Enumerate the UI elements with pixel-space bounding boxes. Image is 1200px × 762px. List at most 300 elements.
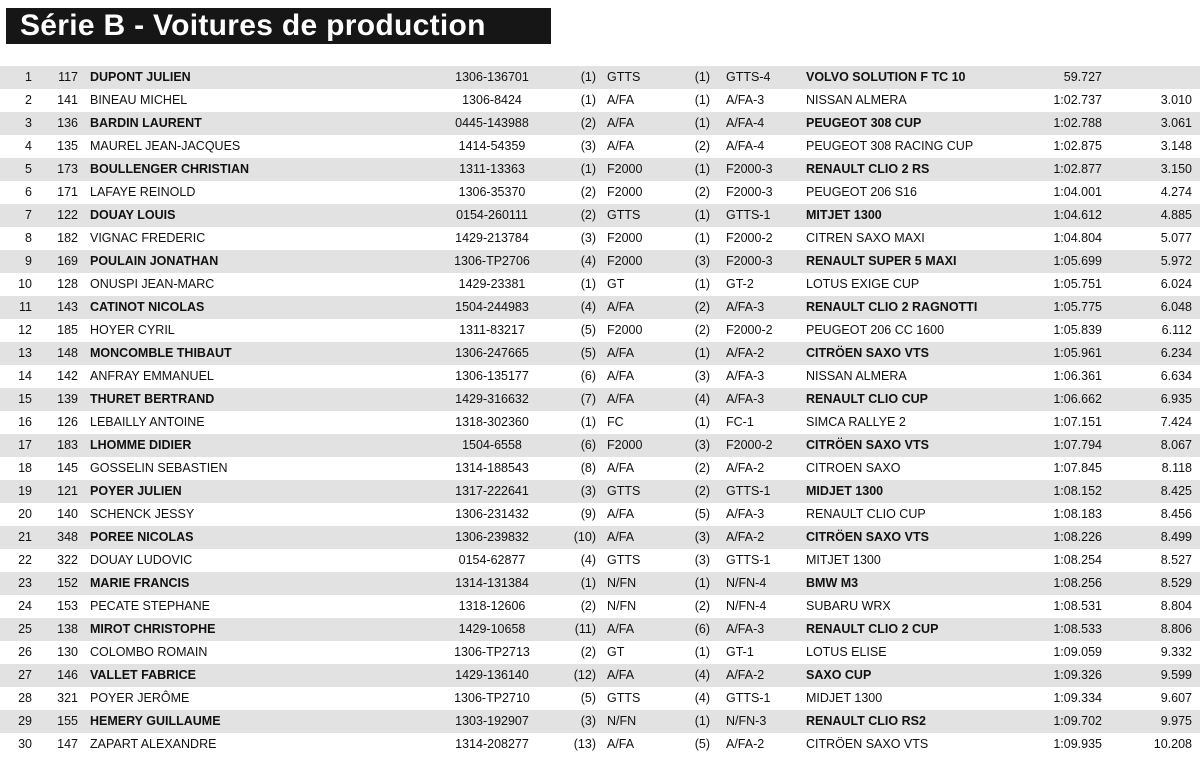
class-rank-cell: (5) (580, 346, 596, 360)
race-number-cell: 142 (57, 369, 78, 383)
car-cell: RENAULT CLIO CUP (806, 392, 928, 406)
race-number-cell: 139 (57, 392, 78, 406)
class-cell: A/FA (607, 668, 635, 682)
table-row (0, 664, 1200, 687)
group-rank-cell: (2) (694, 599, 710, 613)
class-cell: A/FA (607, 369, 635, 383)
class-cell: N/FN (607, 599, 637, 613)
group-cell: GTTS-4 (726, 70, 771, 84)
time-cell: 1:04.001 (1053, 185, 1102, 199)
position-cell: 3 (25, 116, 32, 130)
car-cell: LOTUS EXIGE CUP (806, 277, 920, 291)
group-cell: F2000-3 (726, 162, 773, 176)
gap-cell: 6.024 (1160, 277, 1192, 291)
group-cell: A/FA-3 (726, 300, 765, 314)
position-cell: 1 (25, 70, 32, 84)
driver-name-cell: VIGNAC FREDERIC (90, 231, 206, 245)
group-cell: A/FA-3 (726, 392, 765, 406)
group-rank-cell: (3) (694, 553, 710, 567)
position-cell: 8 (25, 231, 32, 245)
driver-name-cell: LEBAILLY ANTOINE (90, 415, 205, 429)
position-cell: 22 (18, 553, 32, 567)
group-rank-cell: (1) (694, 93, 710, 107)
position-cell: 7 (25, 208, 32, 222)
group-rank-cell: (6) (694, 622, 710, 636)
group-cell: A/FA-3 (726, 93, 765, 107)
race-number-cell: 135 (57, 139, 78, 153)
race-number-cell: 117 (58, 70, 78, 84)
time-cell: 1:09.702 (1053, 714, 1102, 728)
class-rank-cell: (2) (580, 116, 596, 130)
driver-name-cell: GOSSELIN SEBASTIEN (90, 461, 228, 475)
car-cell: CITRÖEN SAXO VTS (806, 438, 929, 452)
race-number-cell: 146 (57, 668, 78, 682)
class-cell: GTTS (607, 553, 641, 567)
license-cell: 1414-54359 (458, 139, 526, 153)
gap-cell: 8.499 (1160, 530, 1192, 544)
car-cell: RENAULT SUPER 5 MAXI (806, 254, 957, 268)
class-rank-cell: (1) (580, 70, 596, 84)
race-number-cell: 321 (57, 691, 78, 705)
car-cell: RENAULT CLIO 2 CUP (806, 622, 939, 636)
time-cell: 1:09.326 (1053, 668, 1102, 682)
table-row (0, 434, 1200, 457)
car-cell: RENAULT CLIO 2 RAGNOTTI (806, 300, 978, 314)
class-rank-cell: (4) (580, 553, 596, 567)
driver-name-cell: THURET BERTRAND (90, 392, 215, 406)
gap-cell: 5.077 (1160, 231, 1192, 245)
driver-name-cell: ONUSPI JEAN-MARC (90, 277, 215, 291)
position-cell: 24 (18, 599, 32, 613)
group-rank-cell: (2) (694, 461, 710, 475)
time-cell: 1:07.845 (1053, 461, 1102, 475)
class-rank-cell: (2) (580, 185, 596, 199)
license-cell: 0445-143988 (455, 116, 529, 130)
table-row (0, 572, 1200, 595)
gap-cell: 8.529 (1160, 576, 1192, 590)
table-row (0, 112, 1200, 135)
license-cell: 1303-192907 (455, 714, 529, 728)
license-cell: 1306-TP2710 (454, 691, 530, 705)
driver-name-cell: BINEAU MICHEL (90, 93, 188, 107)
license-cell: 0154-62877 (458, 553, 526, 567)
car-cell: CITREN SAXO MAXI (806, 231, 925, 245)
class-cell: A/FA (607, 737, 635, 751)
race-number-cell: 322 (57, 553, 78, 567)
position-cell: 16 (18, 415, 32, 429)
driver-name-cell: DOUAY LOUIS (90, 208, 176, 222)
table-row (0, 388, 1200, 411)
class-cell: A/FA (607, 392, 635, 406)
gap-cell: 5.972 (1160, 254, 1192, 268)
driver-name-cell: COLOMBO ROMAIN (90, 645, 208, 659)
time-cell: 1:02.875 (1053, 139, 1102, 153)
class-rank-cell: (1) (580, 93, 596, 107)
group-rank-cell: (1) (694, 208, 710, 222)
position-cell: 21 (18, 530, 32, 544)
car-cell: MIDJET 1300 (806, 691, 883, 705)
driver-name-cell: DUPONT JULIEN (90, 70, 191, 84)
table-row (0, 66, 1200, 89)
race-number-cell: 136 (57, 116, 78, 130)
position-cell: 14 (18, 369, 32, 383)
car-cell: PEUGEOT 308 CUP (806, 116, 922, 130)
group-rank-cell: (5) (694, 507, 710, 521)
time-cell: 1:08.183 (1053, 507, 1102, 521)
race-number-cell: 169 (57, 254, 78, 268)
table-row (0, 158, 1200, 181)
table-row (0, 687, 1200, 710)
time-cell: 1:02.788 (1053, 116, 1102, 130)
license-cell: 1317-222641 (455, 484, 529, 498)
class-cell: A/FA (607, 622, 635, 636)
race-number-cell: 122 (57, 208, 78, 222)
group-rank-cell: (3) (694, 369, 710, 383)
car-cell: CITRÖEN SAXO VTS (806, 737, 929, 751)
table-row (0, 480, 1200, 503)
group-cell: A/FA-4 (726, 116, 765, 130)
car-cell: RENAULT CLIO 2 RS (806, 162, 930, 176)
table-row (0, 319, 1200, 342)
class-cell: F2000 (607, 254, 643, 268)
race-number-cell: 348 (57, 530, 78, 544)
class-cell: F2000 (607, 162, 643, 176)
position-cell: 19 (18, 484, 32, 498)
license-cell: 0154-260111 (456, 208, 528, 222)
class-cell: A/FA (607, 93, 635, 107)
class-cell: N/FN (607, 576, 637, 590)
gap-cell: 9.332 (1160, 645, 1192, 659)
table-row (0, 296, 1200, 319)
position-cell: 5 (25, 162, 32, 176)
driver-name-cell: LHOMME DIDIER (90, 438, 192, 452)
table-row (0, 273, 1200, 296)
class-rank-cell: (8) (580, 461, 596, 475)
race-number-cell: 147 (57, 737, 78, 751)
driver-name-cell: MONCOMBLE THIBAUT (90, 346, 232, 360)
class-cell: N/FN (607, 714, 637, 728)
gap-cell: 4.274 (1160, 185, 1192, 199)
driver-name-cell: CATINOT NICOLAS (90, 300, 205, 314)
group-cell: A/FA-2 (726, 346, 765, 360)
race-number-cell: 140 (57, 507, 78, 521)
class-cell: GT (607, 645, 625, 659)
car-cell: RENAULT CLIO RS2 (806, 714, 926, 728)
group-cell: GTTS-1 (726, 208, 771, 222)
driver-name-cell: MARIE FRANCIS (90, 576, 190, 590)
class-cell: A/FA (607, 530, 635, 544)
race-number-cell: 126 (57, 415, 78, 429)
class-rank-cell: (7) (580, 392, 596, 406)
position-cell: 11 (19, 300, 32, 314)
time-cell: 1:08.533 (1053, 622, 1102, 636)
license-cell: 1318-12606 (458, 599, 526, 613)
license-cell: 1306-247665 (455, 346, 529, 360)
class-cell: F2000 (607, 185, 643, 199)
group-rank-cell: (1) (694, 231, 710, 245)
race-number-cell: 138 (57, 622, 78, 636)
license-cell: 1504-244983 (455, 300, 529, 314)
group-rank-cell: (2) (694, 300, 710, 314)
race-number-cell: 143 (57, 300, 78, 314)
class-rank-cell: (3) (580, 139, 596, 153)
race-number-cell: 148 (57, 346, 78, 360)
gap-cell: 3.010 (1160, 93, 1192, 107)
group-rank-cell: (4) (694, 691, 710, 705)
table-row (0, 549, 1200, 572)
table-row (0, 503, 1200, 526)
group-rank-cell: (5) (694, 737, 710, 751)
gap-cell: 6.234 (1160, 346, 1192, 360)
license-cell: 1429-213784 (455, 231, 529, 245)
license-cell: 1314-208277 (455, 737, 529, 751)
class-rank-cell: (4) (580, 300, 596, 314)
position-cell: 17 (18, 438, 32, 452)
gap-cell: 8.456 (1160, 507, 1192, 521)
driver-name-cell: VALLET FABRICE (90, 668, 197, 682)
gap-cell: 3.061 (1160, 116, 1192, 130)
table-row (0, 595, 1200, 618)
position-cell: 15 (18, 392, 32, 406)
position-cell: 12 (18, 323, 32, 337)
gap-cell: 8.425 (1160, 484, 1192, 498)
car-cell: SUBARU WRX (806, 599, 891, 613)
group-cell: A/FA-3 (726, 369, 765, 383)
car-cell: CITRÖEN SAXO VTS (806, 346, 929, 360)
table-row (0, 526, 1200, 549)
car-cell: PEUGEOT 206 S16 (806, 185, 917, 199)
class-rank-cell: (2) (580, 599, 596, 613)
race-number-cell: 130 (57, 645, 78, 659)
gap-cell: 9.975 (1160, 714, 1192, 728)
class-rank-cell: (6) (580, 438, 596, 452)
time-cell: 1:02.877 (1053, 162, 1102, 176)
car-cell: CITROEN SAXO (806, 461, 901, 475)
car-cell: NISSAN ALMERA (806, 93, 907, 107)
gap-cell: 10.208 (1153, 737, 1192, 751)
driver-name-cell: MIROT CHRISTOPHE (90, 622, 216, 636)
race-number-cell: 128 (57, 277, 78, 291)
race-number-cell: 182 (57, 231, 78, 245)
group-cell: F2000-2 (726, 323, 773, 337)
table-row (0, 204, 1200, 227)
group-rank-cell: (1) (694, 346, 710, 360)
class-cell: A/FA (607, 507, 635, 521)
table-row (0, 733, 1200, 756)
class-rank-cell: (6) (580, 369, 596, 383)
license-cell: 1306-239832 (455, 530, 529, 544)
group-rank-cell: (1) (694, 415, 710, 429)
table-row (0, 457, 1200, 480)
table-row (0, 365, 1200, 388)
group-cell: A/FA-4 (726, 139, 765, 153)
position-cell: 18 (18, 461, 32, 475)
group-cell: N/FN-4 (726, 599, 767, 613)
position-cell: 28 (18, 691, 32, 705)
class-rank-cell: (10) (573, 530, 596, 544)
car-cell: BMW M3 (806, 576, 859, 590)
license-cell: 1306-8424 (462, 93, 522, 107)
car-cell: SAXO CUP (806, 668, 872, 682)
class-rank-cell: (12) (573, 668, 596, 682)
class-rank-cell: (9) (580, 507, 596, 521)
class-rank-cell: (3) (580, 714, 596, 728)
class-cell: GTTS (607, 70, 641, 84)
race-number-cell: 183 (57, 438, 78, 452)
car-cell: MIDJET 1300 (806, 484, 884, 498)
driver-name-cell: ANFRAY EMMANUEL (90, 369, 214, 383)
gap-cell: 6.935 (1160, 392, 1192, 406)
time-cell: 59.727 (1063, 70, 1102, 84)
time-cell: 1:05.751 (1053, 277, 1102, 291)
license-cell: 1318-302360 (455, 415, 529, 429)
group-rank-cell: (1) (694, 576, 710, 590)
position-cell: 27 (18, 668, 32, 682)
group-cell: A/FA-2 (726, 461, 765, 475)
time-cell: 1:08.254 (1053, 553, 1102, 567)
group-cell: GTTS-1 (726, 553, 771, 567)
group-cell: GT-2 (726, 277, 754, 291)
license-cell: 1306-35370 (458, 185, 526, 199)
time-cell: 1:06.662 (1053, 392, 1102, 406)
group-rank-cell: (1) (694, 70, 710, 84)
class-rank-cell: (4) (580, 254, 596, 268)
group-rank-cell: (3) (694, 530, 710, 544)
group-cell: FC-1 (726, 415, 754, 429)
time-cell: 1:08.226 (1053, 530, 1102, 544)
group-cell: GT-1 (726, 645, 754, 659)
group-cell: A/FA-2 (726, 530, 765, 544)
license-cell: 1306-TP2713 (454, 645, 530, 659)
class-rank-cell: (1) (580, 415, 596, 429)
group-rank-cell: (3) (694, 438, 710, 452)
table-row (0, 342, 1200, 365)
position-cell: 25 (18, 622, 32, 636)
time-cell: 1:06.361 (1053, 369, 1102, 383)
table-row (0, 250, 1200, 273)
race-number-cell: 155 (57, 714, 78, 728)
license-cell: 1429-23381 (458, 277, 526, 291)
time-cell: 1:09.059 (1053, 645, 1102, 659)
license-cell: 1429-316632 (455, 392, 529, 406)
car-cell: MITJET 1300 (806, 208, 882, 222)
class-rank-cell: (5) (580, 691, 596, 705)
driver-name-cell: POYER JULIEN (90, 484, 182, 498)
driver-name-cell: HEMERY GUILLAUME (90, 714, 221, 728)
table-row (0, 89, 1200, 112)
race-number-cell: 185 (57, 323, 78, 337)
license-cell: 1504-6558 (462, 438, 522, 452)
gap-cell: 3.150 (1160, 162, 1192, 176)
class-rank-cell: (1) (580, 576, 596, 590)
class-cell: A/FA (607, 346, 635, 360)
car-cell: PEUGEOT 206 CC 1600 (806, 323, 945, 337)
table-row (0, 227, 1200, 250)
group-rank-cell: (2) (694, 484, 710, 498)
class-cell: GTTS (607, 691, 641, 705)
driver-name-cell: DOUAY LUDOVIC (90, 553, 193, 567)
group-cell: N/FN-3 (726, 714, 767, 728)
driver-name-cell: LAFAYE REINOLD (90, 185, 196, 199)
group-cell: A/FA-2 (726, 668, 765, 682)
race-number-cell: 171 (57, 185, 78, 199)
results-table (0, 66, 1200, 756)
class-rank-cell: (3) (580, 484, 596, 498)
table-row (0, 411, 1200, 434)
group-rank-cell: (1) (694, 162, 710, 176)
gap-cell: 7.424 (1160, 415, 1192, 429)
position-cell: 6 (25, 185, 32, 199)
class-cell: A/FA (607, 139, 635, 153)
position-cell: 2 (25, 93, 32, 107)
group-cell: F2000-2 (726, 438, 773, 452)
group-rank-cell: (1) (694, 645, 710, 659)
class-cell: GT (607, 277, 625, 291)
race-number-cell: 153 (57, 599, 78, 613)
table-row (0, 135, 1200, 158)
class-rank-cell: (5) (580, 323, 596, 337)
time-cell: 1:08.256 (1053, 576, 1102, 590)
driver-name-cell: POYER JERÔME (90, 691, 190, 705)
group-rank-cell: (1) (694, 714, 710, 728)
position-cell: 9 (25, 254, 32, 268)
time-cell: 1:05.699 (1053, 254, 1102, 268)
car-cell: CITRÖEN SAXO VTS (806, 530, 929, 544)
table-row (0, 618, 1200, 641)
car-cell: LOTUS ELISE (806, 645, 887, 659)
gap-cell: 9.599 (1160, 668, 1192, 682)
time-cell: 1:07.794 (1053, 438, 1102, 452)
class-rank-cell: (1) (580, 162, 596, 176)
car-cell: NISSAN ALMERA (806, 369, 907, 383)
time-cell: 1:08.152 (1053, 484, 1102, 498)
gap-cell: 8.804 (1160, 599, 1192, 613)
position-cell: 4 (25, 139, 32, 153)
time-cell: 1:05.839 (1053, 323, 1102, 337)
license-cell: 1314-131384 (455, 576, 529, 590)
time-cell: 1:05.775 (1053, 300, 1102, 314)
group-rank-cell: (2) (694, 139, 710, 153)
class-cell: A/FA (607, 116, 635, 130)
position-cell: 26 (18, 645, 32, 659)
group-cell: GTTS-1 (726, 484, 771, 498)
gap-cell: 8.067 (1160, 438, 1192, 452)
page-title: Série B - Voitures de production (6, 8, 551, 44)
driver-name-cell: ZAPART ALEXANDRE (90, 737, 217, 751)
position-cell: 30 (18, 737, 32, 751)
license-cell: 1429-10658 (458, 622, 526, 636)
class-cell: F2000 (607, 438, 643, 452)
class-rank-cell: (11) (574, 622, 596, 636)
class-cell: GTTS (607, 484, 641, 498)
car-cell: RENAULT CLIO CUP (806, 507, 926, 521)
group-cell: A/FA-3 (726, 507, 765, 521)
class-cell: F2000 (607, 323, 643, 337)
class-cell: GTTS (607, 208, 641, 222)
group-rank-cell: (2) (694, 323, 710, 337)
table-row (0, 641, 1200, 664)
time-cell: 1:04.804 (1053, 231, 1102, 245)
time-cell: 1:09.935 (1053, 737, 1102, 751)
license-cell: 1311-13363 (459, 162, 525, 176)
group-cell: A/FA-3 (726, 622, 765, 636)
group-rank-cell: (1) (694, 116, 710, 130)
group-cell: F2000-3 (726, 254, 773, 268)
driver-name-cell: SCHENCK JESSY (90, 507, 195, 521)
license-cell: 1311-83217 (459, 323, 525, 337)
driver-name-cell: PECATE STEPHANE (90, 599, 210, 613)
group-rank-cell: (1) (694, 277, 710, 291)
